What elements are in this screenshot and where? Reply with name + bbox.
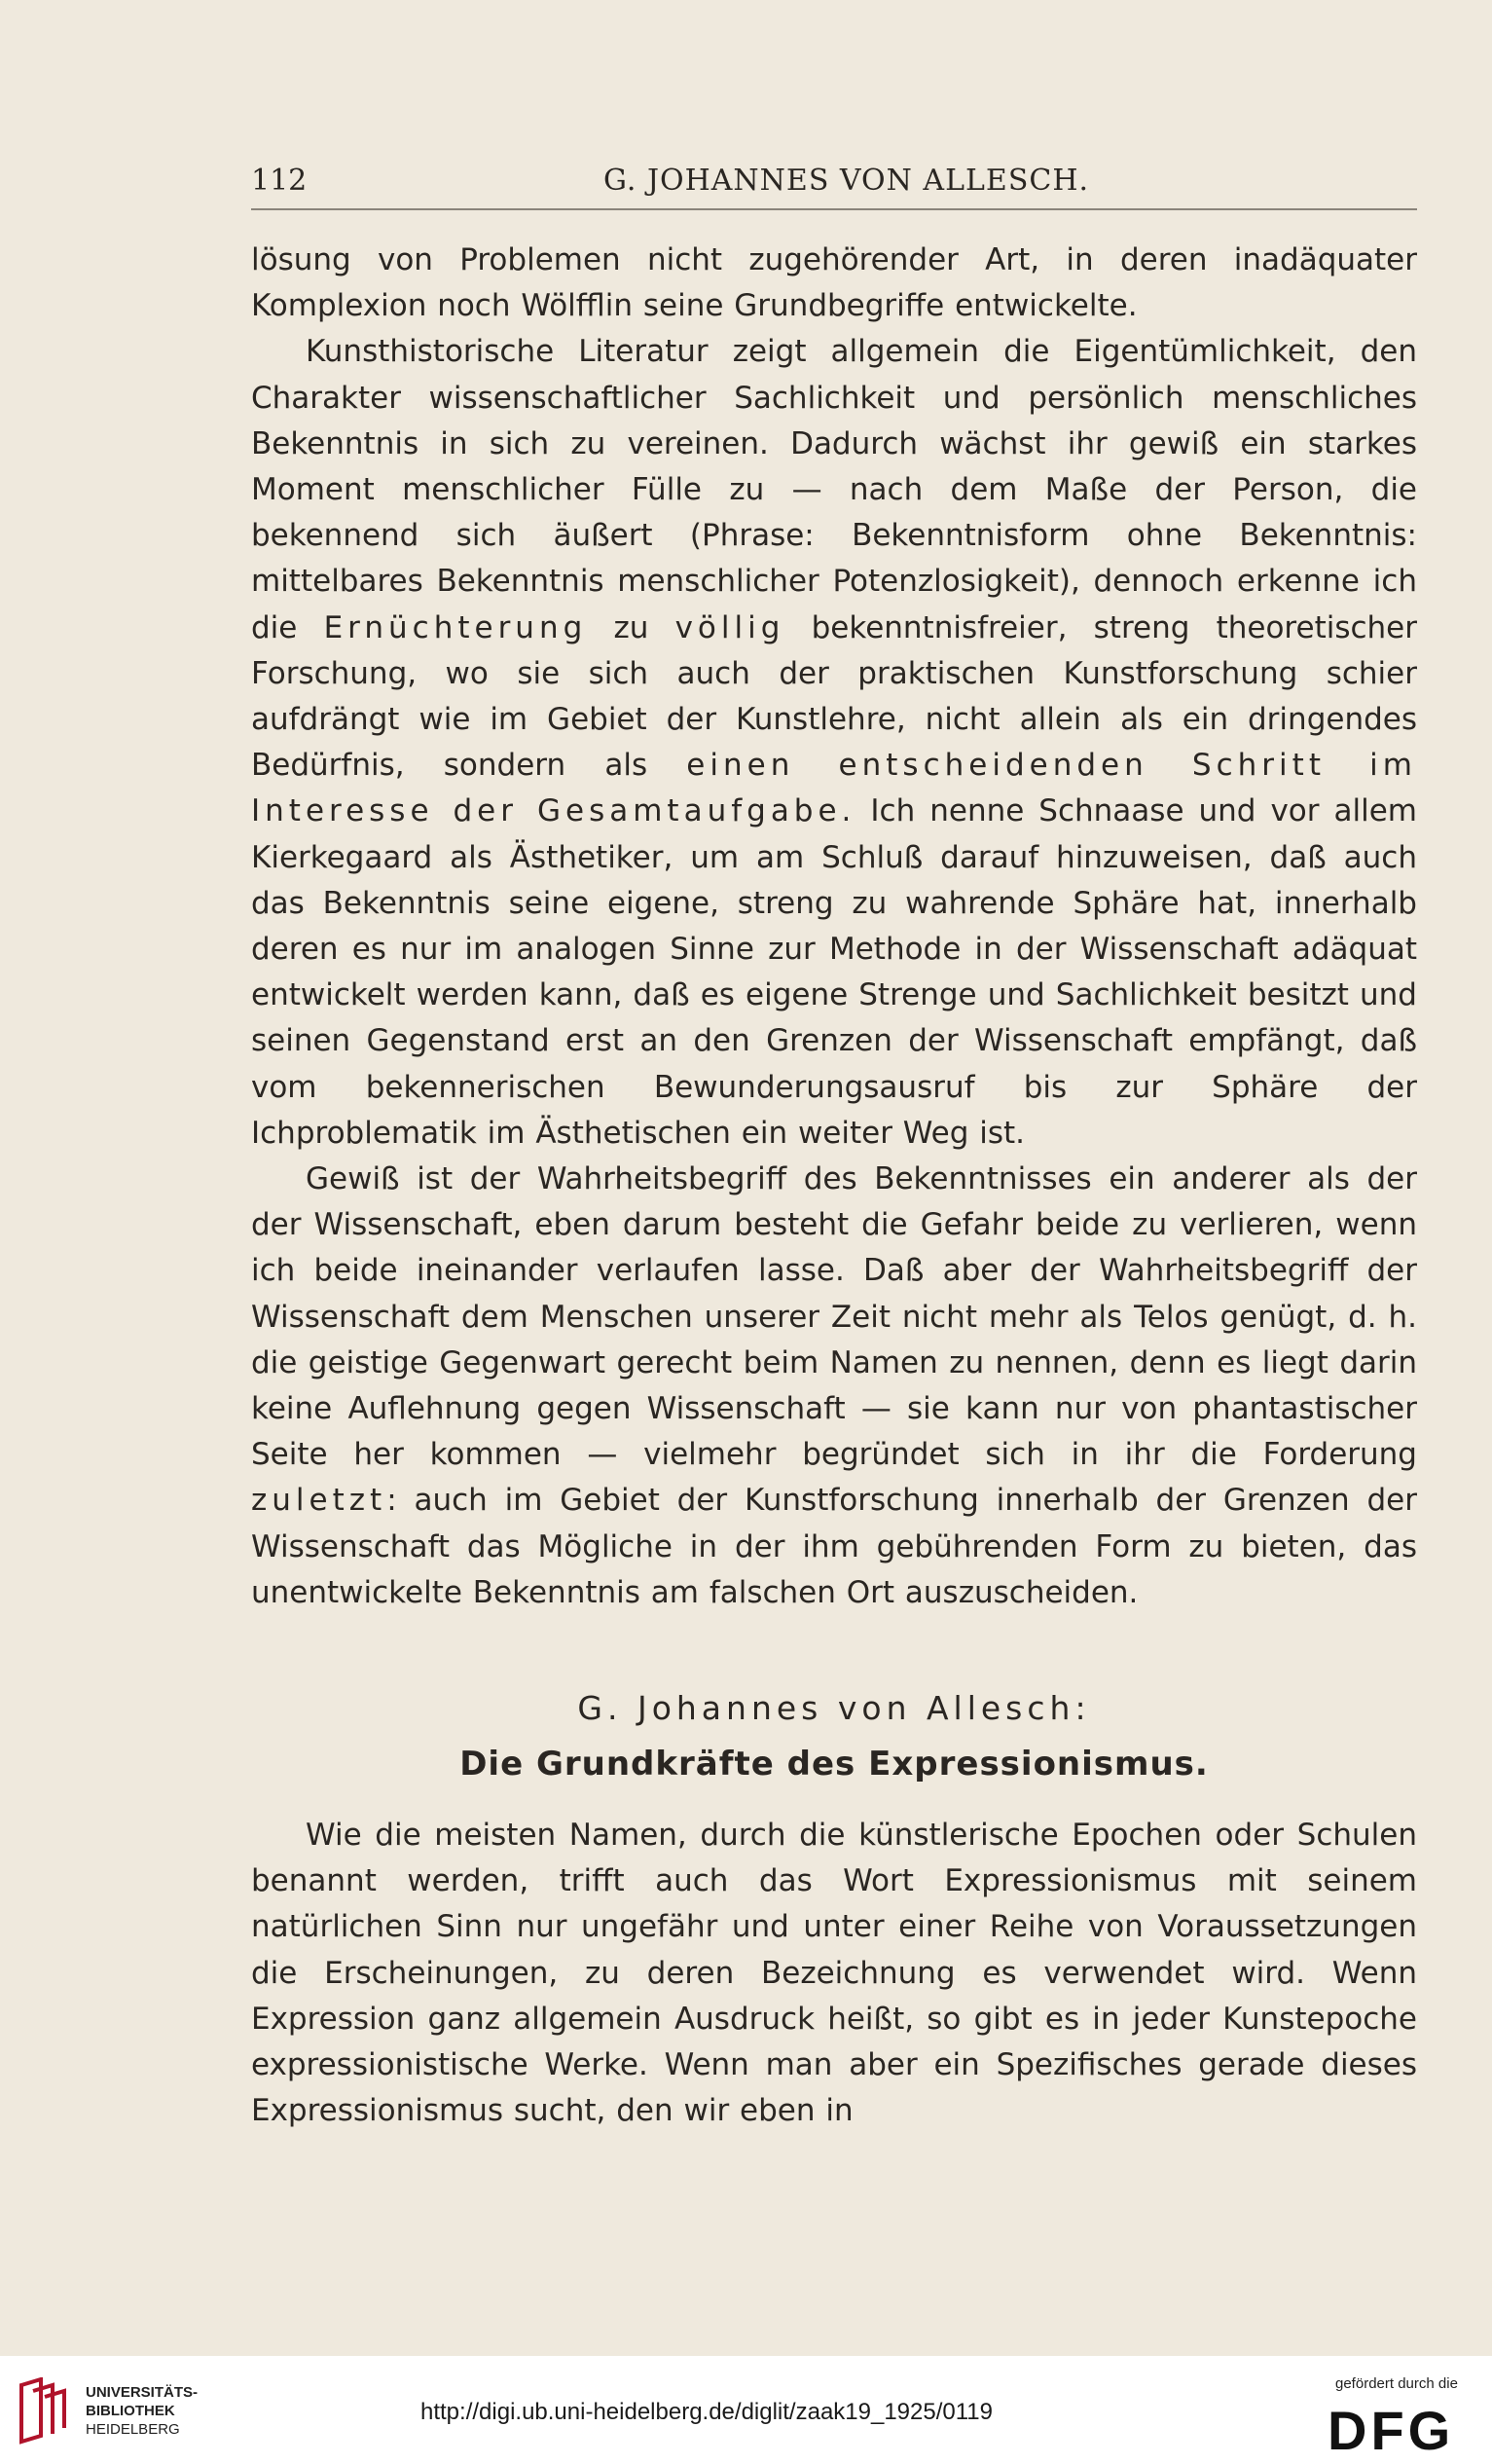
paragraph (251, 1813, 1417, 2134)
text-run: zu (587, 609, 675, 645)
spaced-emphasis: völlig (674, 609, 785, 645)
running-title: G. JOHANNES VON ALLESCH. (603, 164, 1090, 198)
library-name (86, 2383, 198, 2439)
running-head (251, 158, 1417, 208)
paragraph (251, 1157, 1417, 1616)
paragraph (251, 238, 1417, 329)
ub-heidelberg-logo-icon (12, 2377, 70, 2446)
funder-label: gefördert durch die (1335, 2375, 1458, 2392)
article-heading (251, 1684, 1417, 1789)
dfg-logo-icon: DFG (1328, 2400, 1455, 2461)
footer-bar (0, 2356, 1492, 2464)
article-author: G. Johannes von Allesch: (577, 1689, 1091, 1727)
spaced-emphasis: zuletzt (251, 1483, 387, 1519)
body-text-top (251, 238, 1417, 1616)
paragraph (251, 329, 1417, 1157)
text-run: bekenntnisfreier, streng theoretischer Forschung, wo sie sich auch der praktischen Kunstforschung schier aufdrängt wie im Gebiet der Kunstlehre, nicht allein als ein dringendes Bedürfnis, sondern als (251, 609, 1417, 784)
permalink-url[interactable]: http://digi.ub.uni-heidelberg.de/diglit/zaak19_1925/0119 (420, 2399, 993, 2425)
article-title: Die Grundkräfte des Expressionismus. (459, 1745, 1209, 1784)
text-run: Kunsthistorische Literatur zeigt allgemein die Eigentümlichkeit, den Charakter wissenschaftlicher Sachlichkeit und persönlich menschliches Bekenntnis in sich zu vereinen. Dadurch wächst ihr gewiß ein starkes Moment menschlicher Fülle zu — nach dem Maße der Person, die bekennend sich äußert (Phrase: Bekenntnisform ohne Bekenntnis: mittelbares Bekenntnis menschlicher Potenzlosigkeit), dennoch erkenne ich die (251, 334, 1417, 645)
text-run: : auch im Gebiet der Kunstforschung innerhalb der Grenzen der Wissenschaft das Mögliche in der ihm gebührenden Form zu bieten, das unentwickelte Bekenntnis am falschen Ort auszuscheiden. (251, 1483, 1417, 1610)
text-run: Ich nenne Schnaase und vor allem Kierkegaard als Ästhetiker, um am Schluß darauf hinzuweisen, daß auch das Bekenntnis seine eigene, streng zu wahrende Sphäre hat, innerhalb deren es nur im analogen Sinne zur Methode in der Wissenschaft adäquat entwickelt werden kann, daß es eigene Strenge und Sachlichkeit besitzt und seinen Gegenstand erst an den Grenzen der Wissenschaft empfängt, daß vom bekennerischen Bewunderungsausruf bis zur Sphäre der Ichproblematik im Ästhetischen ein weiter Weg ist. (251, 793, 1417, 1151)
body-text-bottom (251, 1813, 1417, 2134)
library-name-line: BIBLIOTHEK (86, 2403, 175, 2419)
spaced-emphasis: einen entscheidenden Schritt im Interesse der Gesamtaufgabe. (251, 748, 1417, 829)
spaced-emphasis: Ernüchterung (323, 609, 588, 645)
library-name-line: UNIVERSITÄTS- (86, 2384, 199, 2401)
text-run: Wie die meisten Namen, durch die künstlerische Epochen oder Schulen benannt werden, trifft auch das Wort Expressionismus mit seinem natürlichen Sinn nur ungefähr und unter einer Reihe von Voraussetzungen die Erscheinungen, zu deren Bezeichnung es verwendet wird. Wenn Expression ganz allgemein Ausdruck heißt, so gibt es in jeder Kunstepoche expressionistische Werke. Wenn man aber ein Spezifisches gerade dieses Expressionismus sucht, den wir eben in (251, 1818, 1417, 2129)
text-run: Gewiß ist der Wahrheitsbegriff des Bekenntnisses ein anderer als der der Wissenschaft, eben darum besteht die Gefahr beide zu verlieren, wenn ich beide ineinander verlaufen lasse. Daß aber der Wahrheitsbegriff der Wissenschaft dem Menschen unserer Zeit nicht mehr als Telos genügt, d. h. die geistige Gegenwart gerecht beim Namen zu nennen, denn es liegt darin keine Auflehnung gegen Wissenschaft — sie kann nur von phantastischer Seite her kommen — vielmehr begründet sich in ihr die Forderung (251, 1161, 1417, 1473)
header-rule (251, 208, 1417, 210)
page-number: 112 (251, 164, 308, 198)
library-name-line: HEIDELBERG (86, 2421, 180, 2438)
text-run: lösung von Problemen nicht zugehörender Art, in deren inadäquater Komplexion noch Wölfflin seine Grundbegriffe entwickelte. (251, 242, 1417, 324)
